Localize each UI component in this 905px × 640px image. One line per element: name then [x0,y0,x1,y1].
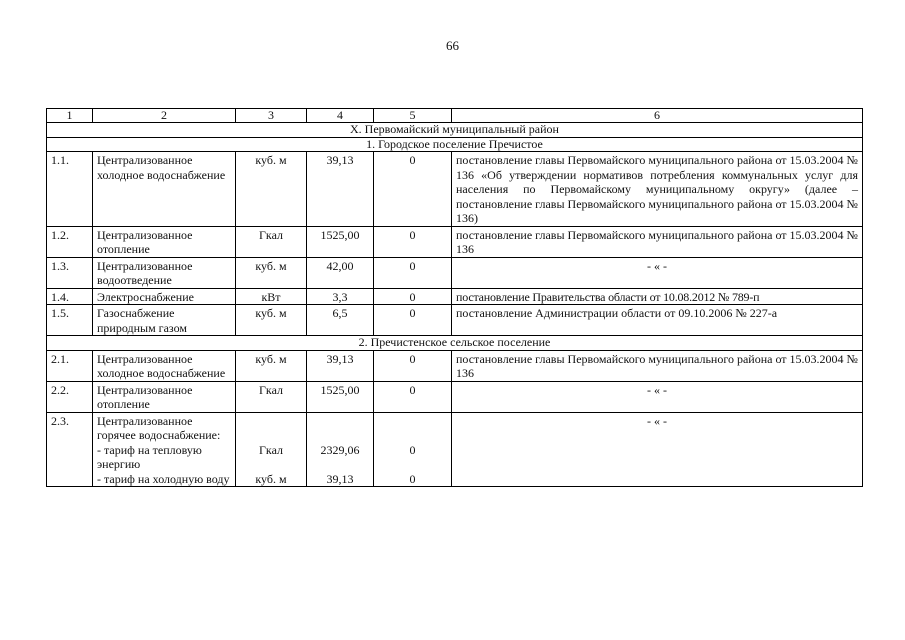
spacer [311,457,369,472]
tariff-value: 1525,00 [307,226,374,257]
service-name: Централизованное отопление [93,381,236,412]
norm-value: 0 [374,152,452,227]
column-header: 2 [93,109,236,123]
legal-basis: постановление Администрации области от 09.10.2006 № 227-а [452,305,863,336]
table-row [47,152,863,227]
spacer [240,457,302,472]
tariff-value [307,412,374,487]
tariff-value: 3,3 [307,288,374,305]
table-row [47,226,863,257]
column-header: 5 [374,109,452,123]
table-row [47,305,863,336]
legal-basis: - « - [452,412,863,487]
service-name: Централизованное холодное водоснабжение [93,350,236,381]
column-header: 4 [307,109,374,123]
sub-tariff-value: 2329,06 [320,442,360,457]
norm-value: 0 [374,257,452,288]
table-row [47,257,863,288]
norm-value: 0 [374,381,452,412]
legal-basis: - « - [452,257,863,288]
norm-value: 0 [374,226,452,257]
unit [236,412,307,487]
district-row [47,123,863,138]
table-header-row [47,109,863,123]
row-number: 1.5. [47,305,93,336]
table-row [47,381,863,412]
column-header: 6 [452,109,863,123]
unit: куб. м [236,305,307,336]
row-number: 1.1. [47,152,93,227]
section-title: 2. Пречистенское сельское поселение [47,336,863,351]
legal-basis: постановление главы Первомайского муниципального района от 15.03.2004 № 136 [452,226,863,257]
page-number: 66 [446,38,459,53]
legal-basis: постановление главы Первомайского муниципального района от 15.03.2004 № 136 «Об утверждении нормативов потребления коммунальных услуг для населения по Первомайскому муниципальному округу» (далее – постановление главы Первомайского муниципального района от 15.03.2004 № 136) [452,152,863,227]
service-name-main: Централизованное горячее водоснабжение: [97,413,221,442]
legal-basis: постановление главы Первомайского муниципального района от 15.03.2004 № 136 [452,350,863,381]
column-header: 3 [236,109,307,123]
sub-norm-value: 0 [409,471,416,486]
unit: кВт [236,288,307,305]
service-name: Электроснабжение [93,288,236,305]
row-number: 1.3. [47,257,93,288]
table-row [47,288,863,305]
section-title: 1. Городское поселение Пречистое [47,137,863,152]
row-number: 1.2. [47,226,93,257]
district-title: X. Первомайский муниципальный район [47,123,863,138]
row-number: 2.3. [47,412,93,487]
tariff-value: 6,5 [307,305,374,336]
norm-value: 0 [374,350,452,381]
legal-basis: - « - [452,381,863,412]
tariff-value: 39,13 [307,152,374,227]
sub-tariff-label: - тариф на тепловую энергию [97,442,202,471]
legal-basis: постановление Правительства области от 10.08.2012 № 789-п [452,288,863,305]
norm-value: 0 [374,305,452,336]
sub-unit: куб. м [255,471,287,486]
unit: куб. м [236,350,307,381]
service-name: Централизованное водоотведение [93,257,236,288]
norm-value [374,412,452,487]
sub-norm-value: 0 [409,442,416,457]
tariff-table [46,108,863,487]
service-name: Газоснабжение природным газом [93,305,236,336]
spacer [378,457,447,472]
tariff-value: 1525,00 [307,381,374,412]
service-name: Централизованное холодное водоснабжение [93,152,236,227]
column-header: 1 [47,109,93,123]
section-row [47,336,863,351]
unit: Гкал [236,226,307,257]
unit: куб. м [236,152,307,227]
table-row [47,350,863,381]
unit: Гкал [236,381,307,412]
service-name: Централизованное отопление [93,226,236,257]
unit: куб. м [236,257,307,288]
row-number: 2.1. [47,350,93,381]
sub-unit: Гкал [258,442,283,457]
table-row [47,412,863,487]
norm-value: 0 [374,288,452,305]
row-number: 1.4. [47,288,93,305]
tariff-value: 39,13 [307,350,374,381]
service-name [93,412,236,487]
sub-tariff-label: - тариф на холодную воду [97,471,230,486]
section-row [47,137,863,152]
tariff-value: 42,00 [307,257,374,288]
sub-tariff-value: 39,13 [326,471,354,486]
row-number: 2.2. [47,381,93,412]
